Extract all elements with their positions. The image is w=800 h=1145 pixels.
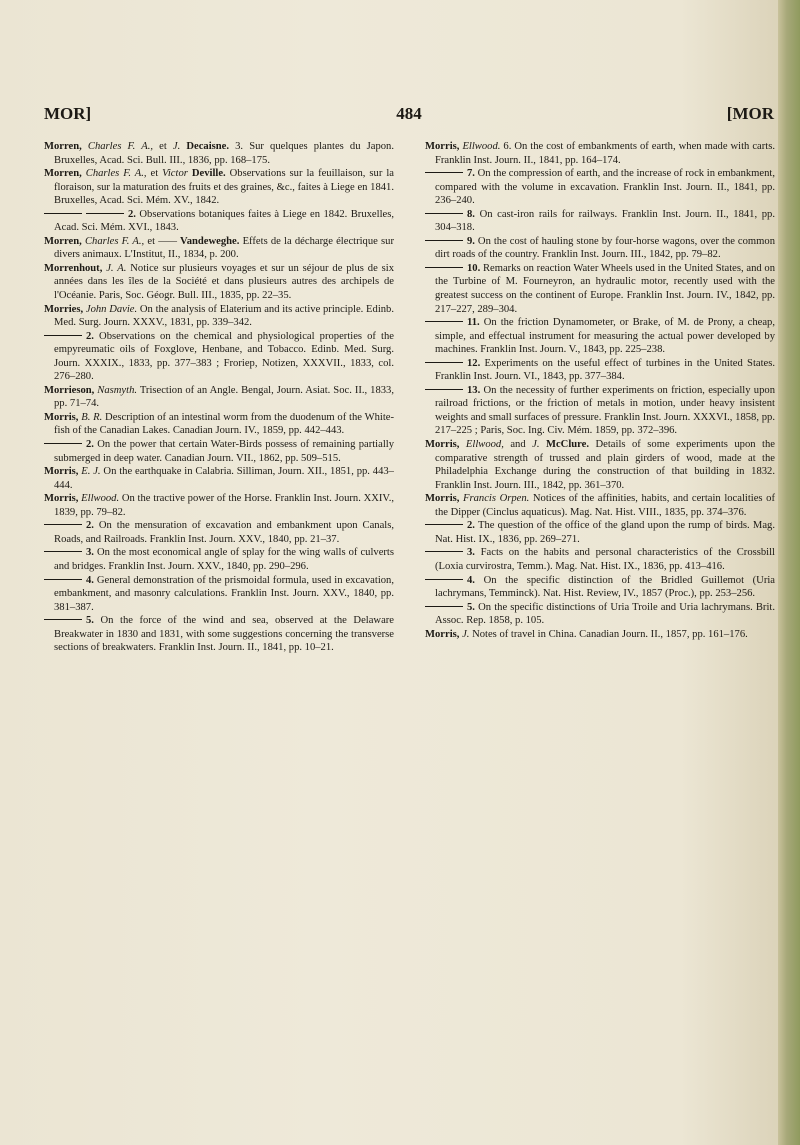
ditto-dash: [425, 551, 463, 552]
entry-number: 11.: [467, 317, 480, 329]
entry-text: General demonstration of the prismoidal formula, used in excavation, embankment, and masonry calculations. Franklin Inst. Journ. XXV., 1840, pp. 381–387.: [54, 574, 394, 613]
ditto-dash: [425, 524, 463, 525]
author-forename: Ellwood.: [81, 493, 120, 505]
entry-number: 4.: [467, 574, 475, 586]
ditto-dash: [86, 213, 124, 214]
bibliography-entry: [44, 262, 394, 303]
entry-text: Observations on the chemical and physiological properties of the empyreumatic oils of Foxglove, Henbane, and Tobacco. Edinb. Med. Surg. Journ. XXXIX., 1833, pp. 377–383 ; Froriep, Notizen, XXXVII., 1833, col. 276–280.: [54, 330, 394, 383]
bibliography-entry: [44, 208, 394, 235]
entry-number: 2.: [128, 208, 136, 220]
joiner: and: [503, 439, 533, 451]
entry-text: Notices of the affinities, habits, and certain localities of the Dipper (Cinclus aquaticus). Mag. Nat. Hist. VIII., 1835, pp. 374–376.: [435, 493, 775, 518]
ditto-dash: [425, 362, 463, 363]
entry-number: 2.: [467, 520, 475, 532]
ditto-dash: [44, 579, 82, 580]
entry-text: On the force of the wind and sea, observed at the Delaware Breakwater in 1830 and 1831, with some suggestions concerning the transverse sections of breakwaters. Franklin Inst. Journ. II., 1841, pp. 10–21.: [54, 615, 394, 654]
bibliography-entry: [44, 330, 394, 384]
entry-text: On the analysis of Elaterium and its active principle. Edinb. Med. Surg. Journ. XXXV., 1831, pp. 339–342.: [54, 303, 395, 329]
author-surname: Morries,: [44, 303, 84, 315]
author-forename: E. J.: [81, 466, 101, 478]
entry-text: On the specific distinctions of Uria Troile and Uria lachrymans. Brit. Assoc. Rep. 1858, p. 105.: [435, 601, 775, 627]
joiner: et: [146, 168, 163, 180]
bibliography-entry: [425, 601, 775, 628]
ditto-dash: [425, 240, 463, 241]
coauthor-surname: Vandeweghe.: [177, 235, 240, 247]
joiner: et: [153, 141, 173, 152]
entry-text: On the specific distinction of the Bridled Guillemot (Uria lachrymans, Temminck). Nat. Hist. Review, IV., 1857 (Proc.), pp. 253–256.: [435, 574, 775, 600]
entry-text: On the mensuration of excavation and embankment upon Canals, Roads, and Railroads. Franklin Inst. Journ. XXV., 1840, pp. 21–37.: [54, 520, 394, 545]
entry-number: 2.: [86, 520, 94, 532]
author-forename: Nasmyth.: [97, 384, 138, 396]
entry-number: 10.: [467, 262, 481, 274]
entry-text: On the most economical angle of splay for the wing walls of culverts and bridges. Franklin Inst. Journ. XXV., 1840, pp. 290–296.: [54, 547, 394, 572]
author-forename: Ellwood.: [462, 141, 501, 152]
entry-text: Remarks on reaction Water Wheels used in the United States, and on the Turbine of M. Fourneyron, an hydraulic motor, recently used with the greatest success on the continent of Europe. Franklin Inst. Journ. IV., 1842, pp. 217–227, 289–304.: [435, 262, 775, 315]
entry-text: Description of an intestinal worm from the duodenum of the White-fish of the Canadian Lakes. Canadian Journ. IV., 1859, pp. 442–443.: [54, 411, 394, 437]
page-edge: [778, 0, 800, 1145]
author-surname: Morris,: [44, 493, 79, 505]
author-surname: Morris,: [425, 141, 460, 152]
entry-text: On the compression of earth, and the increase of rock in embankment, compared with the volume in excavation. Franklin Inst. Journ. II., 1841, pp. 236–240.: [435, 168, 776, 207]
entry-text: On the power that certain Water-Birds possess of remaining partially submerged in deep water. Canadian Journ. VII., 1862, pp. 509–515.: [54, 439, 394, 464]
ditto-dash: [44, 524, 82, 525]
coauthor-forename: J.: [172, 141, 181, 152]
entry-number: 12.: [467, 357, 481, 369]
author-forename: J. A.: [106, 262, 127, 274]
author-surname: Morren,: [44, 168, 82, 180]
author-forename: John Davie.: [85, 303, 138, 315]
coauthor-surname: Deville.: [187, 168, 226, 180]
entry-text: On the cost of hauling stone by four-horse wagons, over the common dirt roads of the country. Franklin Inst. Journ. III., 1842, pp. 79–82.: [435, 235, 775, 261]
ditto-dash: [425, 213, 463, 214]
bibliography-entry: [425, 492, 775, 519]
bibliography-entry: [425, 140, 775, 167]
ditto-dash: [425, 606, 463, 607]
ditto-dash: [44, 551, 82, 552]
entry-text: Experiments on the useful effect of turbines in the United States. Franklin Inst. Journ. VI., 1843, pp. 377–384.: [435, 357, 775, 383]
bibliography-entry: [44, 303, 394, 330]
author-surname: Morren,: [44, 141, 82, 152]
bibliography-entry: [425, 384, 775, 438]
entry-number: 4.: [86, 574, 94, 586]
bibliography-entry: [425, 262, 775, 316]
bibliography-entry: [44, 465, 394, 492]
ditto-dash: [425, 321, 463, 322]
entry-text: On the tractive power of the Horse. Franklin Inst. Journ. XXIV., 1839, pp. 79–82.: [54, 493, 394, 518]
entry-text: 6. On the cost of embankments of earth, when made with carts. Franklin Inst. Journ. II., 1841, pp. 164–174.: [435, 141, 776, 166]
author-forename: J.: [462, 628, 470, 640]
left-column: [44, 140, 394, 655]
bibliography-entry: [425, 316, 775, 357]
entry-number: 8.: [467, 208, 475, 220]
entry-text: Notice sur plusieurs voyages et sur un séjour de plus de six années dans les îles de la Société et dans plusieurs autres des archipels de l'Océanie. Paris, Soc. Géogr. Bull. III., 1835, pp. 22–35.: [54, 262, 395, 302]
bibliography-entry: [44, 167, 394, 208]
author-surname: Morris,: [425, 628, 460, 640]
author-surname: Morris,: [44, 411, 79, 423]
bibliography-entry: [425, 167, 775, 208]
author-forename: Ellwood,: [465, 439, 504, 451]
bibliography-entry: [44, 614, 394, 655]
entry-number: 3.: [86, 547, 94, 559]
bibliography-entry: [425, 628, 775, 642]
entry-text: Trisection of an Angle. Bengal, Journ. Asiat. Soc. II., 1833, pp. 71–74.: [54, 384, 394, 410]
header-left: MOR]: [44, 104, 92, 123]
coauthor-forename: Victor: [162, 168, 188, 180]
entry-number: 9.: [467, 235, 475, 247]
bibliography-entry: [44, 492, 394, 519]
bibliography-entry: [425, 574, 775, 601]
coauthor-surname: Decaisne.: [180, 141, 230, 152]
coauthor-surname: McClure.: [539, 439, 590, 451]
bibliography-entry: [425, 208, 775, 235]
author-forename: Charles F. A.,: [87, 141, 153, 152]
entry-number: 5.: [467, 601, 475, 613]
author-surname: Morren,: [44, 235, 82, 247]
entry-text: 3. Sur quelques plantes du Japon. Bruxelles, Acad. Sci. Bull. III., 1836, pp. 168–175.: [54, 141, 394, 166]
bibliography-entry: [44, 519, 394, 546]
entry-number: 13.: [467, 384, 481, 396]
bibliography-entry: [44, 384, 394, 411]
ditto-dash: [425, 389, 463, 390]
ditto-dash: [44, 213, 82, 214]
bibliography-entry: [44, 574, 394, 615]
author-forename: B. R.: [81, 411, 103, 423]
author-surname: Morrenhout,: [44, 262, 103, 274]
bibliography-entry: [425, 235, 775, 262]
bibliography-entry: [44, 546, 394, 573]
bibliography-entry: [44, 438, 394, 465]
author-forename: Charles F. A.,: [85, 168, 147, 180]
entry-text: On the necessity of further experiments on friction, especially upon railroad frictions, or the friction of metals in motion, under heavy insistent weights and small surfaces of pressure. Franklin Inst. Journ. XXXVI., 1858, pp. 217–225 ; Paris, Soc. Ing. Civ. Mém. 1859, pp. 372–396.: [435, 384, 775, 437]
author-surname: Morris,: [44, 466, 79, 478]
right-column: [425, 140, 775, 641]
ditto-dash: [425, 172, 463, 173]
entry-text: Effets de la décharge électrique sur divers animaux. L'Institut, II., 1834, p. 200.: [54, 235, 394, 261]
entry-text: Notes of travel in China. Canadian Journ. II., 1857, pp. 161–176.: [469, 628, 748, 640]
coauthor-forename: ——: [158, 235, 178, 247]
entry-text: On cast-iron rails for railways. Franklin Inst. Journ. II., 1841, pp. 304–318.: [435, 208, 775, 234]
entry-number: 3.: [467, 547, 475, 559]
entry-number: 2.: [86, 439, 94, 451]
bibliography-entry: [425, 519, 775, 546]
entry-text: Observations sur la feuillaison, sur la floraison, sur la maturation des fruits et des graines, &c., faites à Liege en 1841. Bruxelles, Acad. Sci. Mém. XV., 1842.: [54, 168, 394, 207]
entry-text: Details of some experiments upon the comparative strength of trussed and plain girders of wood, made at the Philadelphia Exchange during the construction of that building in 1832. Franklin Inst. Journ. III., 1842, pp. 361–370.: [435, 439, 775, 491]
entry-text: On the earthquake in Calabria. Silliman, Journ. XII., 1851, pp. 443–444.: [54, 466, 394, 491]
entry-text: On the friction Dynamometer, or Brake, of M. de Prony, a cheap, simple, and effectual instrument for measuring the actual power developed by machines. Franklin Inst. Journ. V., 1843, pp. 225–238.: [435, 317, 775, 356]
bibliography-entry: [44, 411, 394, 438]
entry-text: Facts on the habits and personal characteristics of the Crossbill (Loxia curvirostra, Temm.). Mag. Nat. Hist. IX., 1836, pp. 413–416.: [435, 547, 775, 572]
joiner: et: [144, 235, 159, 247]
bibliography-entry: [425, 438, 775, 492]
bibliography-entry: [425, 357, 775, 384]
entry-text: The question of the office of the gland upon the rump of birds. Mag. Nat. Hist. IX., 1836, pp. 269–271.: [435, 520, 775, 545]
bibliography-entry: [425, 546, 775, 573]
ditto-dash: [425, 579, 463, 580]
running-header: [44, 104, 774, 128]
ditto-dash: [44, 335, 82, 336]
entry-number: 2.: [86, 330, 94, 342]
page-number: 484: [396, 104, 422, 123]
coauthor-forename: J.: [532, 439, 540, 451]
entry-text: Observations botaniques faites à Liege en 1842. Bruxelles, Acad. Sci. Mém. XVI., 1843.: [54, 208, 394, 234]
author-forename: Charles F. A.,: [84, 235, 145, 247]
bibliography-entry: [44, 235, 394, 262]
bibliography-entry: [44, 140, 394, 167]
ditto-dash: [44, 619, 82, 620]
author-surname: Morrieson,: [44, 384, 95, 396]
ditto-dash: [425, 267, 463, 268]
header-right: [MOR: [726, 104, 774, 123]
entry-number: 7.: [467, 168, 475, 180]
author-surname: Morris,: [425, 439, 460, 451]
author-forename: Francis Orpen.: [463, 493, 530, 505]
entry-number: 5.: [86, 615, 94, 627]
ditto-dash: [44, 443, 82, 444]
author-surname: Morris,: [425, 493, 460, 505]
